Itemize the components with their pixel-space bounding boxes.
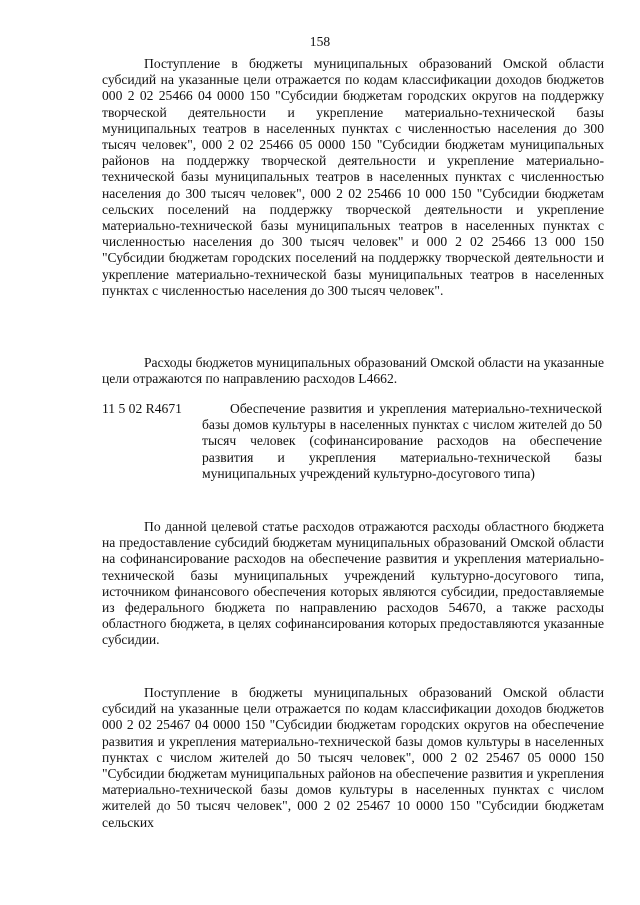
paragraph-income-codes-culture-houses: Поступление в бюджеты муниципальных образований Омской области субсидий на указанные цели отражается по кодам классификации доходов бюджетов 000 2 02 25467 04 0000 150 "Субсидии бюджетам городских округов на обеспечение развития и укрепления материально-технической базы домов культуры в населенных пунктах с числом жителей до 50 тысяч человек", 000 2 02 25467 05 0000 150 "Субсидии бюджетам муниципальных районов на обеспечение развития и укрепления материально-технической базы домов культуры в населенных пунктах с числом жителей до 50 тысяч человек", 000 2 02 25467 10 0000 150 "Субсидии бюджетам сельских	[102, 685, 604, 830]
budget-item-title: Обеспечение развития и укрепления материально-технической базы домов культуры в населенных пунктах с числом жителей до 50 тысяч человек (софинансирование расходов на обеспечение развития и укрепления материально-технической базы муниципальных учреждений культурно-досугового типа)	[202, 401, 602, 481]
page-number: 158	[309, 34, 331, 49]
paragraph-income-codes-theatres: Поступление в бюджеты муниципальных образований Омской области субсидий на указанные цели отражается по кодам классификации доходов бюджетов 000 2 02 25466 04 0000 150 "Субсидии бюджетам городских округов на поддержку творческой деятельности и укрепление материально-технической базы муниципальных театров в населенных пунктах с численностью населения до 300 тысяч человек", 000 2 02 25466 05 0000 150 "Субсидии бюджетам муниципальных районов на поддержку творческой деятельности и укрепление материально-технической базы муниципальных театров в населенных пунктах с численностью населения до 300 тысяч человек", 000 2 02 25466 10 000 150 "Субсидии бюджетам сельских поселений на поддержку творческой деятельности и укрепление материально-технической базы муниципальных театров в населенных пунктах с численностью населения до 300 тысяч человек" и 000 2 02 25466 13 000 150 "Субсидии бюджетам городских поселений на поддержку творческой деятельности и укрепление материально-технической базы муниципальных театров в населенных пунктах с численностью населения до 300 тысяч человек".	[102, 56, 604, 298]
paragraph-target-article-description: По данной целевой статье расходов отражаются расходы областного бюджета на предоставление субсидий бюджетам муниципальных образований Омской области на софинансирование расходов на обеспечение развития и укрепления материально-технической базы муниципальных учреждений культурно-досугового типа, источником финансового обеспечения которых являются субсидии, предоставляемые из федерального бюджета по направлению расходов 54670, а также расходы областного бюджета, в целях софинансирования которых предоставляются указанные субсидии.	[102, 519, 604, 648]
budget-classification-code: 11 5 02 R4671	[102, 401, 182, 416]
paragraph-expense-direction: Расходы бюджетов муниципальных образований Омской области на указанные цели отражаются по направлению расходов L4662.	[102, 355, 604, 387]
